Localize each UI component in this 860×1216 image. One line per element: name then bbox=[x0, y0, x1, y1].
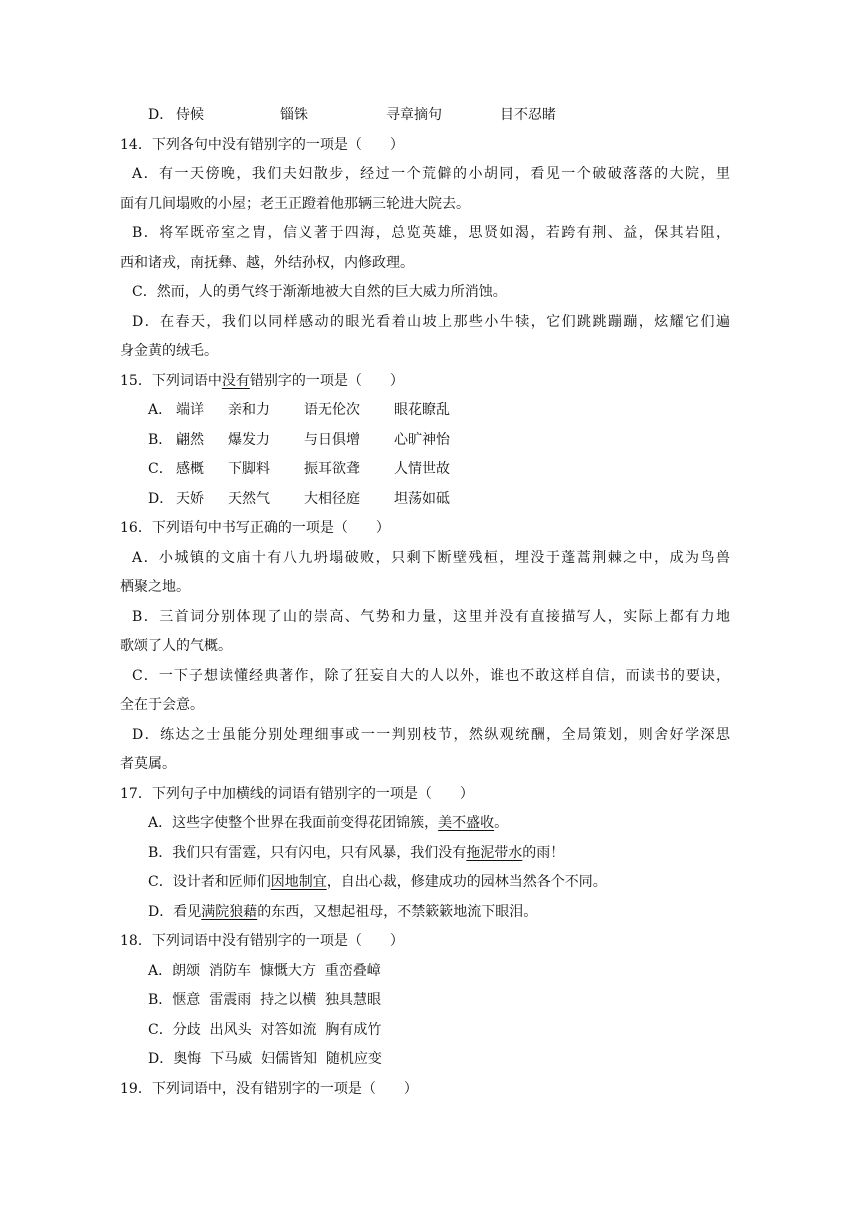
q17-option-b-pre: B．我们只有雷霆，只有闪电，只有风暴，我们没有 bbox=[148, 844, 467, 861]
q16-option-a-line-2: 栖聚之地。 bbox=[120, 579, 190, 595]
q15-option-c bbox=[120, 455, 740, 485]
q16-option-c-line-1: C．一下子想读懂经典著作，除了狂妄自大的人以外，谁也不敢这样自信，而读书的要诀， bbox=[132, 667, 730, 684]
q18-option-a: A．朗颂 消防车 慷慨大方 重峦叠嶂 bbox=[148, 962, 381, 979]
q17-option-a-pre: A．这些字使整个世界在我面前变得花团锦簇， bbox=[148, 815, 439, 831]
q14-option-b-line-2: 西和诸戎，南抚彝、越，外结孙权，内修政理。 bbox=[120, 254, 414, 271]
q15-option-d-word-4: 坦荡如砥 bbox=[394, 490, 450, 507]
q16-stem: 16．下列语句中书写正确的一项是（ ） bbox=[120, 520, 390, 536]
q14-option-a-line-2: 面有几间塌败的小屋；老王正蹬着他那辆三轮进大院去。 bbox=[120, 195, 470, 212]
q17-option-b-post: 的雨！ bbox=[522, 844, 565, 861]
q16-option-d-line-1: D．练达之士虽能分别处理细事或一一判别枝节，然纵观统酬，全局策划，则舍好学深思 bbox=[132, 726, 730, 743]
q18-option-c: C．分歧 出风头 对答如流 胸有成竹 bbox=[148, 1021, 382, 1038]
q13-option-d-word-2: 锱铢 bbox=[280, 107, 308, 123]
q15-option-c-word-2: 下脚料 bbox=[228, 461, 270, 477]
q15-option-c-word-1: 感概 bbox=[176, 461, 204, 477]
q14-option-c: C．然而，人的勇气终于渐渐地被大自然的巨大威力所消蚀。 bbox=[132, 284, 507, 300]
q15-option-b-word-3: 与日俱增 bbox=[304, 431, 360, 448]
q15-stem bbox=[120, 367, 740, 397]
q15-option-d-label: D． bbox=[148, 490, 174, 507]
q14-option-a-line-1: A．有一天傍晚，我们夫妇散步，经过一个荒僻的小胡同，看见一个破破落落的大院，里 bbox=[132, 166, 730, 182]
q14-option-b-line-1: B．将军既帝室之胄，信义著于四海，总览英雄，思贤如渴，若跨有荆、益，保其岩阻， bbox=[132, 225, 730, 241]
q13-option-d-word-4: 目不忍睹 bbox=[500, 107, 556, 123]
q15-option-a-word-4: 眼花瞭乱 bbox=[394, 402, 450, 418]
q15-option-a-word-2: 亲和力 bbox=[228, 402, 270, 418]
q17-option-d-post: 的东西，又想起祖母，不禁簌簌地流下眼泪。 bbox=[257, 903, 538, 920]
q18-stem: 18．下列词语中没有错别字的一项是（ ） bbox=[120, 933, 404, 949]
q15-option-c-word-3: 振耳欲聋 bbox=[304, 461, 360, 477]
q15-option-c-label: C． bbox=[148, 461, 173, 477]
q15-stem-underlined: 没有 bbox=[221, 372, 250, 389]
q15-option-d-word-1: 天娇 bbox=[176, 490, 204, 507]
q13-option-d-word-1: 侍候 bbox=[176, 107, 204, 123]
q13-option-d-label: D． bbox=[148, 107, 174, 123]
q15-option-a-word-3: 语无伦次 bbox=[304, 402, 360, 418]
q16-option-a-line-1: A．小城镇的文庙十有八九坍塌破败，只剩下断壁残桓，埋没于蓬蒿荆棘之中，成为鸟兽 bbox=[132, 549, 730, 566]
q16-option-b-line-2: 歌颂了人的气概。 bbox=[120, 638, 232, 654]
q17-option-a-post: 。 bbox=[494, 815, 509, 831]
q16-option-c-line-2: 全在于会意。 bbox=[120, 697, 204, 713]
q17-option-c-post: ，自出心裁，修建成功的园林当然各个不同。 bbox=[326, 874, 607, 890]
q15-option-b-word-4: 心旷神怡 bbox=[394, 431, 450, 448]
q17-option-d-pre: D．看见 bbox=[148, 903, 202, 920]
q15-option-a-label: A． bbox=[148, 402, 173, 418]
q15-option-b bbox=[120, 426, 740, 456]
q15-option-a bbox=[120, 396, 740, 426]
q14-option-d-line-1: D．在春天，我们以同样感动的眼光看着山坡上那些小牛犊，它们跳跳蹦蹦，炫耀它们遍 bbox=[132, 313, 730, 330]
q15-option-b-label: B． bbox=[148, 431, 173, 448]
q19-stem: 19．下列词语中，没有错别字的一项是（ ） bbox=[120, 1080, 418, 1097]
q15-option-b-word-2: 爆发力 bbox=[228, 431, 270, 448]
page-content bbox=[120, 101, 740, 1104]
q14-stem: 14．下列各句中没有错别字的一项是（ ） bbox=[120, 136, 404, 153]
q15-option-a-word-1: 端详 bbox=[176, 402, 204, 418]
q17-option-c-underlined: 因地制宜 bbox=[270, 874, 327, 890]
q13-option-d bbox=[120, 101, 740, 131]
q17-option-b bbox=[120, 839, 740, 869]
q16-option-b-line-1: B．三首词分别体现了山的崇高、气势和力量，这里并没有直接描写人，实际上都有力地 bbox=[132, 608, 730, 625]
q13-option-d-word-3: 寻章摘句 bbox=[386, 107, 442, 123]
q15-option-d-word-2: 天然气 bbox=[228, 490, 270, 507]
q15-stem-pre: 15．下列词语中 bbox=[120, 372, 222, 389]
q15-stem-post: 错别字的一项是（ ） bbox=[249, 372, 404, 389]
q17-option-c bbox=[120, 868, 740, 898]
q18-option-b: B．惬意 雷震雨 持之以横 独具慧眼 bbox=[148, 992, 381, 1008]
q17-option-d bbox=[120, 898, 740, 928]
q15-option-c-word-4: 人情世故 bbox=[394, 461, 450, 477]
q15-option-d bbox=[120, 485, 740, 515]
q17-option-a bbox=[120, 809, 740, 839]
q17-option-a-underlined: 美不盛收 bbox=[438, 815, 495, 831]
q16-option-d-line-2: 者莫属。 bbox=[120, 756, 176, 772]
q17-option-b-underlined: 拖泥带水 bbox=[466, 844, 523, 861]
q17-stem: 17．下列句子中加横线的词语有错别字的一项是（ ） bbox=[120, 785, 474, 802]
q15-option-d-word-3: 大相径庭 bbox=[304, 490, 360, 507]
q17-option-d-underlined: 满院狼藉 bbox=[201, 903, 258, 920]
q14-option-d-line-2: 身金黄的绒毛。 bbox=[120, 343, 218, 359]
q15-option-b-word-1: 翩然 bbox=[176, 431, 204, 448]
q17-option-c-pre: C．设计者和匠师们 bbox=[148, 874, 271, 890]
q18-option-d: D．奥悔 下马威 妇儒皆知 随机应变 bbox=[148, 1051, 382, 1067]
